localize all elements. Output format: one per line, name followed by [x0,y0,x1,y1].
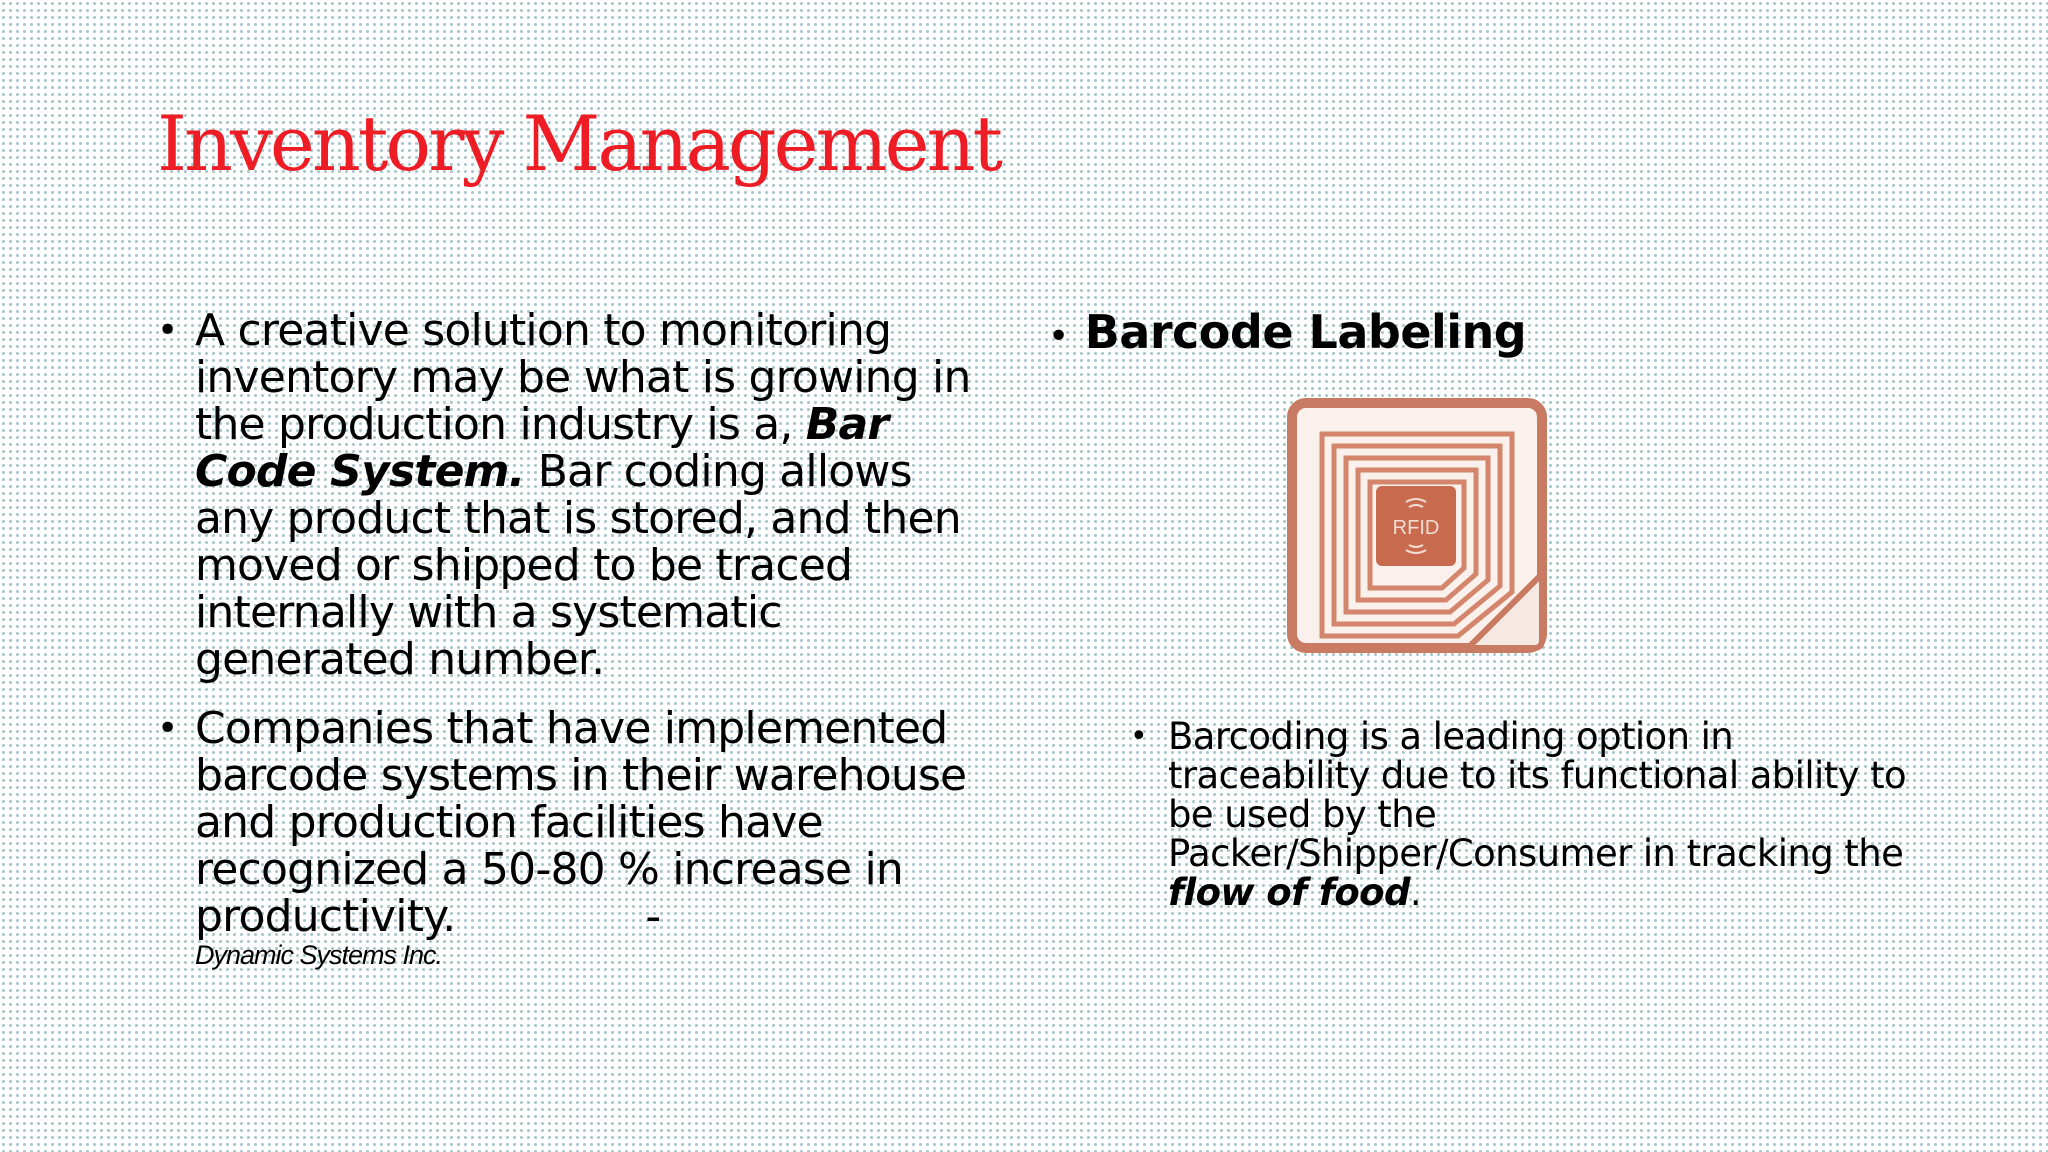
bullet-text: Companies that have implemented barcode systems in their warehouse and production facilities have recognized a 50-80 % increase in productivity. [195,703,967,942]
bullet-dot-icon: • [157,310,178,351]
attribution-dash: - [645,891,661,942]
right-heading-text: Barcode Labeling [1084,305,1527,359]
bullet-dot-icon: • [1130,719,1148,754]
list-item [157,307,1002,683]
rfid-tag-image [1268,378,1568,668]
bullet-emphasis: flow of food [1168,871,1410,914]
left-bullet-list [157,307,1002,970]
bullet-text-continued: . [1409,871,1422,914]
rfid-chip-label: RFID [1392,517,1440,539]
list-item [157,705,1002,970]
bullet-emphasis: Bar Code System. [195,399,889,497]
bullet-text: A creative solution to monitoring inventory may be what is growing in the production industry is a, [195,305,971,450]
bullet-dot-icon: • [157,708,178,749]
rfid-tag-icon [1268,378,1568,668]
bullet-text: Barcoding is a leading option in traceability due to its functional ability to be used by the Packer/Shipper/Consumer in tracking the [1168,715,1907,875]
bullet-dot-icon: • [1048,316,1069,357]
list-item [1130,717,1910,912]
source-attribution: Dynamic Systems Inc. [195,940,443,970]
right-bullet-list [1130,717,1910,912]
bullet-text-continued: Bar coding allows any product that is stored, and then moved or shipped to be traced internally with a systematic generated number. [195,446,961,685]
slide-title: Inventory Management [157,99,1001,188]
right-heading [1048,307,1526,362]
